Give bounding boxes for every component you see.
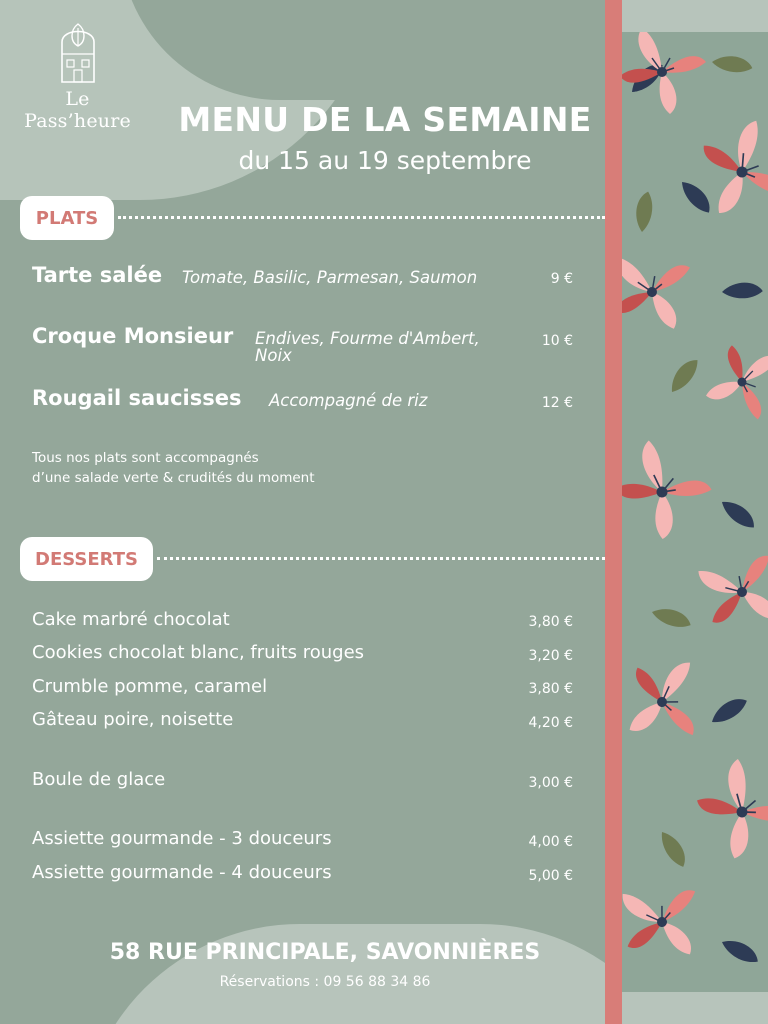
dessert-name: Assiette gourmande - 4 douceurs [32,862,332,883]
brand-logo [10,20,145,132]
dish-description-line: Noix [255,346,292,365]
dessert-name: Cake marbré chocolat [32,609,230,630]
dish-name: Croque Monsieur [32,324,234,348]
menu-title: MENU DE LA SEMAINE [178,100,592,139]
plats-side-note [32,448,315,488]
dessert-name: Cookies chocolat blanc, fruits rouges [32,642,365,663]
dish-description [255,330,480,364]
note-line: Tous nos plats sont accompagnés [32,450,259,466]
brand-name: Le Pass’heure [24,88,131,132]
dessert-price: 4,20 € [528,715,573,731]
dish-description: Tomate, Basilic, Parmesan, Saumon [182,268,478,287]
note-line: d’une salade verte & crudités du moment [32,470,315,486]
house-leaf-logo-icon [58,20,98,84]
menu-date-range: du 15 au 19 septembre [238,146,532,175]
desserts-dotted-divider [157,557,605,560]
dish-name: Rougail saucisses [32,386,242,410]
dessert-name: Boule de glace [32,769,166,790]
dessert-name: Crumble pomme, caramel [32,676,268,697]
plats-dotted-divider [118,216,605,219]
dish-description-line: Endives, Fourme d'Ambert, [255,329,480,348]
dessert-price: 5,00 € [528,868,573,884]
plats-section-label: PLATS [20,196,114,240]
floral-bottom-margin [622,992,768,1024]
dessert-name: Assiette gourmande - 3 douceurs [32,828,332,849]
dessert-price: 3,80 € [528,681,573,697]
floral-top-margin [622,0,768,32]
floral-pattern-panel [622,32,768,992]
dessert-price: 3,00 € [528,775,573,791]
desserts-section-label: DESSERTS [20,537,153,581]
dish-description: Accompagné de riz [269,391,428,410]
dessert-name: Gâteau poire, noisette [32,709,234,730]
dessert-price: 3,20 € [528,648,573,664]
dish-name: Tarte salée [32,263,163,287]
restaurant-address: 58 RUE PRINCIPALE, SAVONNIÈRES [109,940,541,965]
dish-price: 12 € [541,395,573,411]
dish-price: 10 € [541,333,573,349]
dessert-price: 4,00 € [528,834,573,850]
dessert-price: 3,80 € [528,614,573,630]
reservations-phone: Réservations : 09 56 88 34 86 [219,974,431,990]
floral-pattern-icon [622,32,768,992]
dish-price: 9 € [550,271,573,287]
